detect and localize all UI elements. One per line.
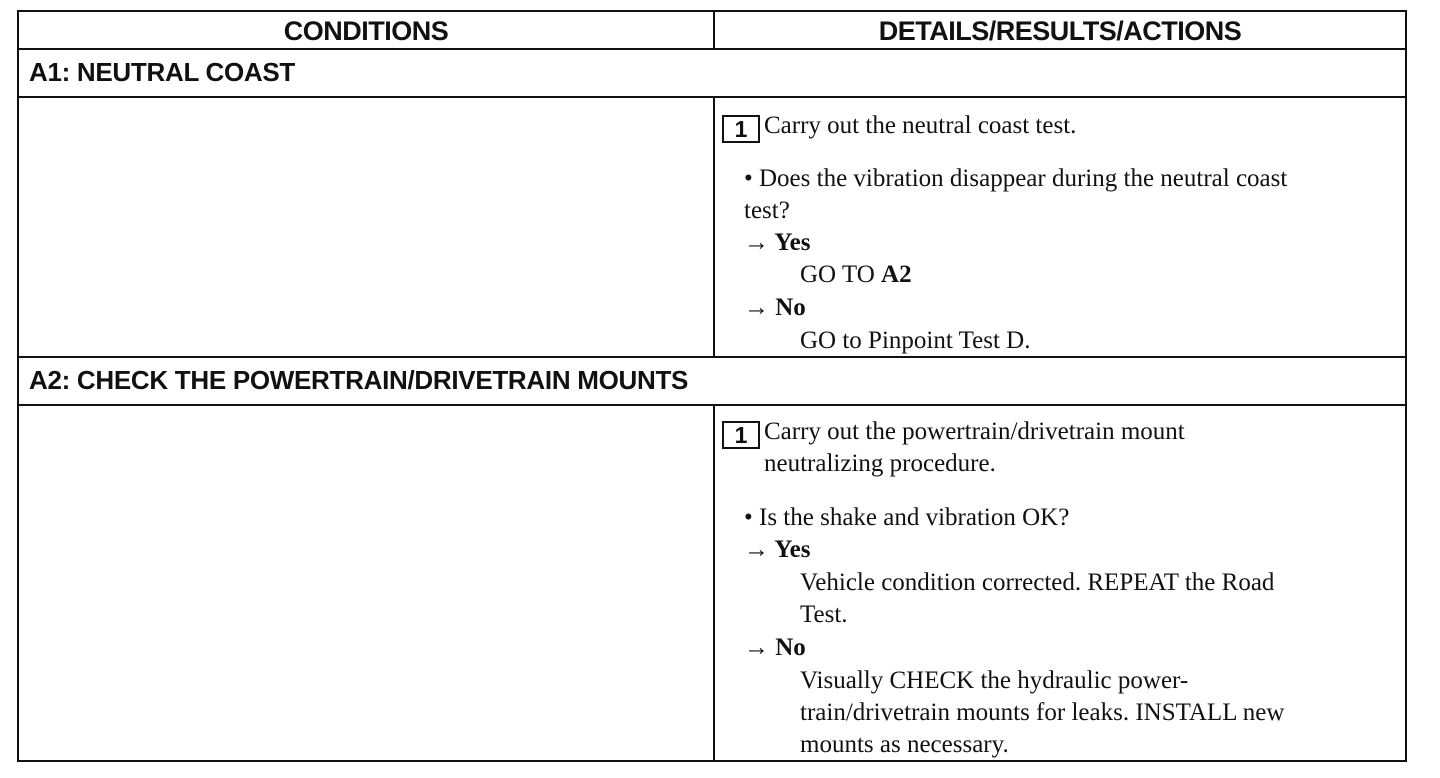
a1-yes-label: → Yes xyxy=(744,229,811,256)
details-header: DETAILS/RESULTS/ACTIONS xyxy=(878,15,1242,46)
column-divider-a1 xyxy=(713,96,715,358)
a1-question-line: • Does the vibration disappear during the neutral coast xyxy=(744,165,1288,192)
a1-question-line: test? xyxy=(744,197,790,224)
a2-step-1 xyxy=(722,416,1185,449)
a1-step-instruction: Carry out the neutral coast test. xyxy=(764,112,1077,139)
a1-yes-action-ref: A2 xyxy=(881,261,912,288)
a2-yes-label: → Yes xyxy=(744,536,811,563)
a2-step-instruction: Carry out the powertrain/drivetrain mount xyxy=(764,418,1185,445)
a2-question: • Is the shake and vibration OK? xyxy=(744,504,1070,531)
a1-yes-action xyxy=(800,259,912,291)
row-divider xyxy=(19,404,1405,406)
a1-no-action: GO to Pinpoint Test D. xyxy=(800,327,1031,354)
a2-no-action-cont: mounts as necessary. xyxy=(800,731,1009,758)
section-title-a2: A2: CHECK THE POWERTRAIN/DRIVETRAIN MOUNTS xyxy=(29,365,689,395)
diagnostic-table xyxy=(17,10,1407,762)
a2-yes-action-cont: Test. xyxy=(800,601,848,628)
a1-question-cont xyxy=(744,195,790,227)
a1-yes-action-text: GO TO xyxy=(800,261,882,288)
column-divider-a2 xyxy=(713,404,715,762)
a2-no-label: → No xyxy=(744,634,806,661)
section-title-a1: A1: NEUTRAL COAST xyxy=(29,57,295,87)
a1-no-label: → No xyxy=(744,294,806,321)
conditions-header: CONDITIONS xyxy=(283,15,449,46)
a1-step-1 xyxy=(722,110,1076,143)
step-number-box: 1 xyxy=(722,421,760,449)
a2-no-action: Visually CHECK the hydraulic power- xyxy=(800,667,1189,694)
a2-yes-action: Vehicle condition corrected. REPEAT the Road xyxy=(800,569,1275,596)
step-number-box: 1 xyxy=(722,115,760,143)
a1-question xyxy=(744,163,1287,195)
row-divider xyxy=(19,96,1405,98)
a2-no-action-cont: train/drivetrain mounts for leaks. INSTALL new xyxy=(800,699,1285,726)
a2-step-instruction-cont: neutralizing procedure. xyxy=(764,450,996,477)
